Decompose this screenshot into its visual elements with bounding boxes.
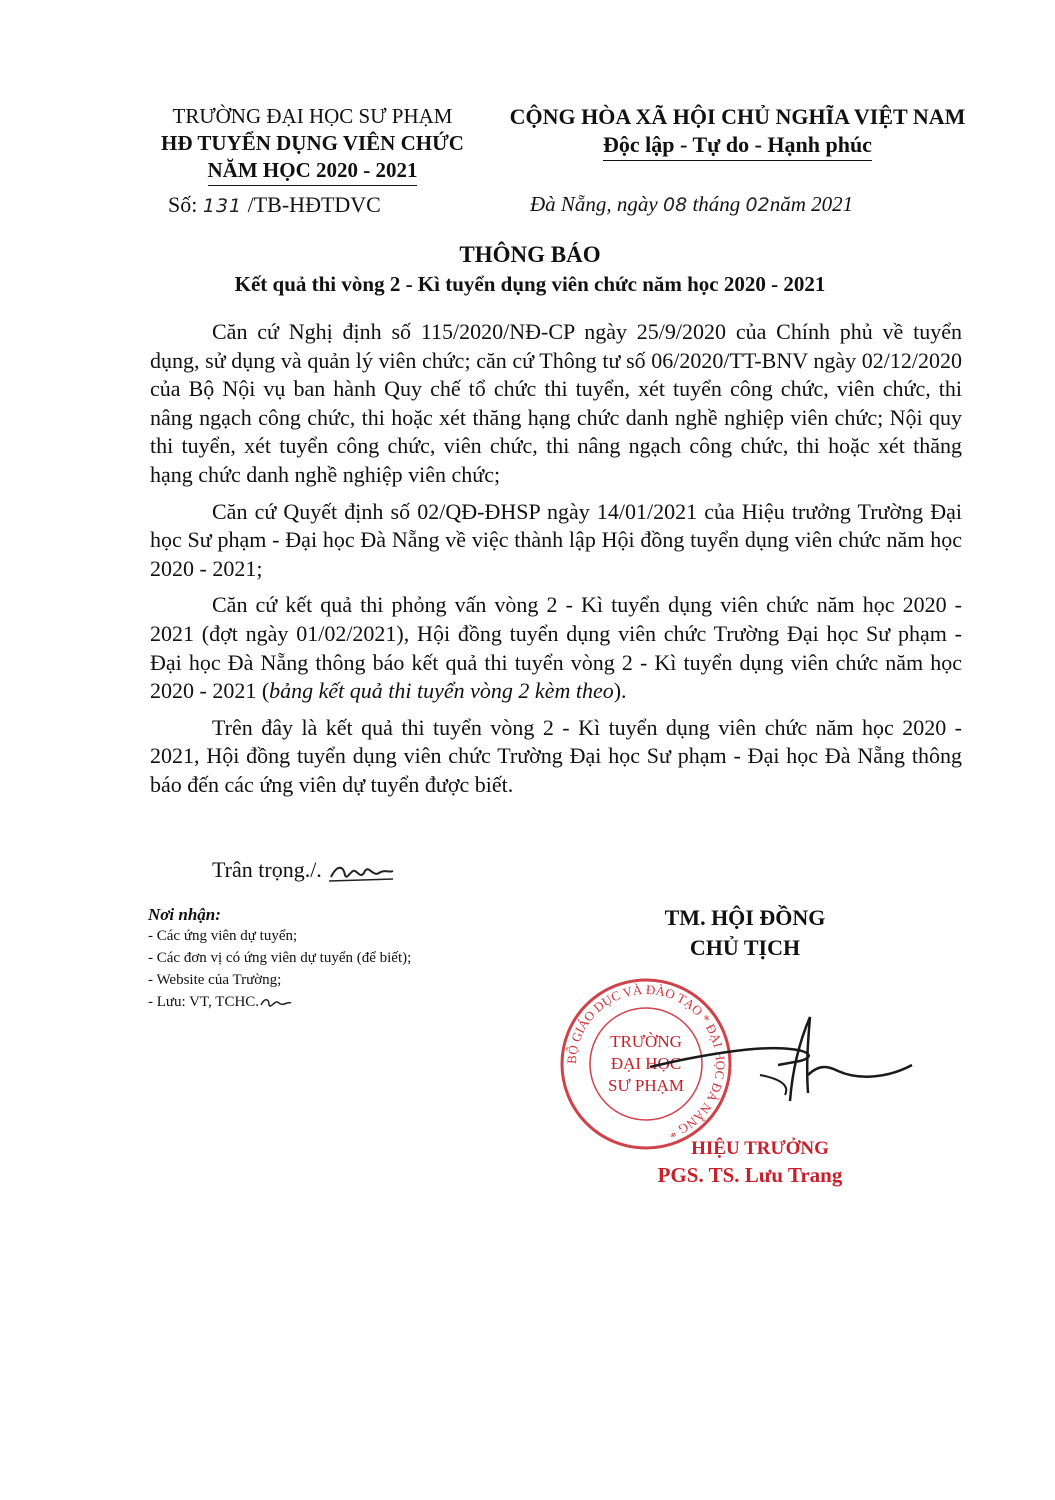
- recipient-item: - Các đơn vị có ứng viên dự tuyển (để biết);: [148, 950, 412, 966]
- document-number: [168, 192, 381, 218]
- signature-line-2: CHỦ TỊCH: [689, 935, 801, 960]
- number-prefix: Số:: [168, 192, 198, 217]
- seal-ring-text: BỘ GIÁO DỤC VÀ ĐÀO TẠO * ĐẠI HỌC ĐÀ NẴNG *: [563, 981, 729, 1142]
- recipients-block: [148, 905, 528, 1013]
- initials-mark-icon: [327, 859, 397, 885]
- issuer-block: [130, 103, 495, 186]
- recipient-item: [148, 991, 528, 1013]
- issuer-line-1: TRƯỜNG ĐẠI HỌC SƯ PHẠM: [172, 104, 453, 128]
- national-motto: Độc lập - Tự do - Hạnh phúc: [603, 131, 872, 161]
- paragraph-results-end: ).: [613, 678, 627, 704]
- paragraph-results-italic: bảng kết quả thi tuyển vòng 2 kèm theo: [269, 678, 614, 704]
- date-month-word: tháng: [692, 192, 741, 216]
- national-heading: [500, 103, 975, 161]
- recipient-item: - Các ứng viên dự tuyển;: [148, 928, 298, 944]
- paragraph-results: [150, 591, 962, 705]
- closing-line: [212, 857, 397, 885]
- issuer-line-2: HĐ TUYỂN DỤNG VIÊN CHỨC: [161, 131, 464, 155]
- small-initials-icon: [259, 995, 293, 1011]
- seal-center-1: TRƯỜNG: [610, 1032, 682, 1051]
- document-subtitle: Kết quả thi vòng 2 - Kì tuyển dụng viên chức năm học 2020 - 2021: [234, 272, 826, 296]
- closing-text: Trân trọng./.: [212, 857, 322, 882]
- paragraph-legal-basis: Căn cứ Nghị định số 115/2020/NĐ-CP ngày 25/9/2020 của Chính phủ về tuyển dụng, sử dụng và quản lý viên chức; căn cứ Thông tư số 06/2020/TT-BNV ngày 02/12/2020 của Bộ Nội vụ ban hành Quy chế tổ chức thi tuyển, xét tuyển công chức, viên chức, thi nâng ngạch công chức, thi hoặc xét thăng hạng chức danh nghề nghiệp viên chức; Nội quy thi tuyển, xét tuyển công chức, viên chức, thi nâng ngạch công chức, thi hoặc xét thăng hạng chức danh nghề nghiệp viên chức;: [150, 319, 962, 487]
- handwritten-signature-icon: [640, 1005, 920, 1115]
- paragraph-conclusion: Trên đây là kết quả thi tuyển vòng 2 - Kì tuyển dụng viên chức năm học 2020 - 2021, Hội đồng tuyển dụng viên chức Trường Đại học Sư phạm - Đại học Đà Nẵng thông báo đến các ứng viên dự tuyển được biết.: [150, 714, 962, 797]
- signature-title: [600, 903, 890, 963]
- signature-line-1: TM. HỘI ĐỒNG: [664, 905, 826, 930]
- document-title: THÔNG BÁO: [459, 242, 601, 267]
- signer-role: HIỆU TRƯỞNG: [691, 1138, 829, 1159]
- date-place: Đà Nẵng, ngày: [530, 192, 658, 216]
- paragraph-decision: Căn cứ Quyết định số 02/QĐ-ĐHSP ngày 14/01/2021 của Hiệu trưởng Trường Đại học Sư phạm - Đại học Đà Nẵng về việc thành lập Hội đồng tuyển dụng viên chức năm học 2020 - 2021;: [150, 498, 962, 581]
- recipients-heading: Nơi nhận:: [148, 905, 221, 924]
- date-day-handwritten: 08: [663, 194, 688, 216]
- seal-center-2: ĐẠI HỌC: [610, 1054, 682, 1073]
- document-body: [150, 318, 962, 808]
- recipient-item-text: - Lưu: VT, TCHC.: [148, 994, 260, 1010]
- date-year: năm 2021: [769, 192, 854, 216]
- national-title: CỘNG HÒA XÃ HỘI CHỦ NGHĨA VIỆT NAM: [509, 104, 966, 129]
- seal-center-3: SƯ PHẠM: [607, 1076, 685, 1095]
- date-month-handwritten: 02: [745, 194, 770, 216]
- signer-name: PGS. TS. Lưu Trang: [657, 1163, 843, 1187]
- document-date: [530, 192, 853, 217]
- issuer-line-3: NĂM HỌC 2020 - 2021: [208, 157, 418, 186]
- recipient-item: - Website của Trường;: [148, 972, 282, 988]
- number-suffix: /TB-HĐTDVC: [247, 192, 381, 217]
- number-value-handwritten: 131: [202, 195, 243, 217]
- paragraph-results-main: Căn cứ kết quả thi phỏng vấn vòng 2 - Kì tuyển dụng viên chức năm học 2020 - 2021 (đợt ngày 01/02/2021), Hội đồng tuyển dụng viên chức Trường Đại học Sư phạm - Đại học Đà Nẵng thông báo kết quả thi tuyển vòng 2 - Kì tuyển dụng viên chức năm học 2020 - 2021 (: [150, 592, 962, 704]
